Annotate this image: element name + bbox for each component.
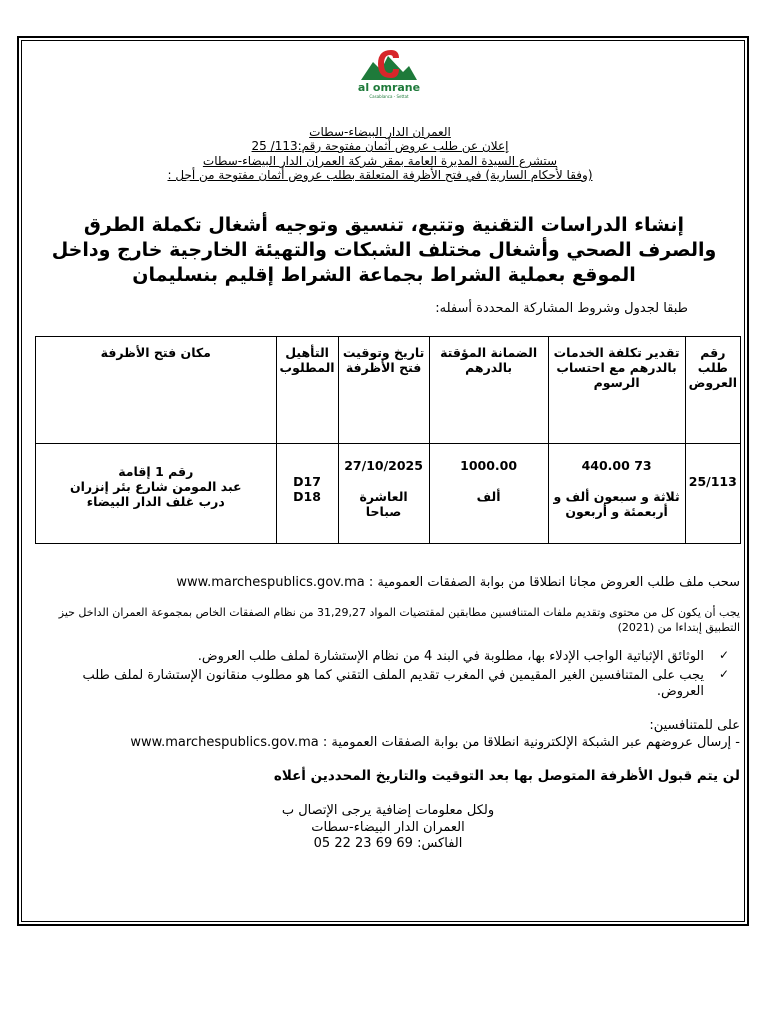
header-intro: ستشرع السيدة المديرة العامة بمقر شركة العمران الدار البيضاء-سطات bbox=[202, 154, 558, 168]
tender-title-line-3: الموقع بعملية الشراط بجماعة الشراط إقليم بنسليمان bbox=[132, 264, 636, 286]
competitors-label: على للمتنافسين: bbox=[649, 718, 740, 733]
logo-wordmark: al omrane bbox=[357, 81, 421, 94]
opening-date: 27/10/2025 bbox=[344, 458, 423, 473]
table-lead-text: طبقا لجدول وشروط المشاركة المحددة أسفله: bbox=[435, 301, 688, 316]
tender-title-line-1: إنشاء الدراسات التقنية وتتبع، تنسيق وتوجيه أشغال تكملة الطرق bbox=[83, 214, 685, 236]
place-line-2: عبد المومن شارع بئر إنزران bbox=[69, 479, 242, 494]
cell-guarantee bbox=[429, 444, 548, 544]
cell-ref: 25/113 bbox=[685, 444, 740, 544]
late-submission-warning: لن يتم قبول الأظرفة المتوصل بها بعد التوقيت والتاريخ المحددين أعلاه bbox=[273, 768, 740, 784]
check-icon: ✓ bbox=[719, 648, 730, 662]
logo-subtitle: Casablanca - Settat bbox=[369, 94, 409, 99]
col-header-ref: رقم طلب العروض bbox=[685, 337, 740, 444]
tender-table bbox=[35, 336, 741, 544]
cell-date bbox=[338, 444, 429, 544]
header-tender-number: إعلان عن طلب عروض أثمان مفتوحة رقم:113/ 25 bbox=[251, 139, 509, 153]
place-line-1: رقم 1 إقامة bbox=[118, 464, 194, 479]
cost-number: 73 440.00 bbox=[581, 458, 652, 473]
bullet-documents: الوثائق الإثباتية الواجب الإدلاء بها، مطلوبة في البند 4 من نظام الإستشارة لملف طلب العروض. bbox=[197, 649, 704, 664]
tender-title bbox=[26, 213, 742, 288]
tender-title-line-2: والصرف الصحي وأشغال مختلف الشبكات والتهيئة الخارجية خارج وداخل bbox=[51, 239, 717, 261]
cell-qualification bbox=[276, 444, 338, 544]
check-icon: ✓ bbox=[719, 667, 730, 681]
competitors-instruction: - إرسال عروضهم عبر الشبكة الإلكترونية انطلاقا من بوابة الصفقات العمومية : www.marchespublics.gov.ma bbox=[130, 735, 740, 750]
guarantee-number: 1000.00 bbox=[460, 458, 518, 473]
table-header-row bbox=[36, 337, 741, 444]
cost-words: ثلاثة و سبعون ألف و أربعمئة و أربعون bbox=[553, 489, 680, 519]
guarantee-words: ألف bbox=[476, 489, 501, 504]
col-header-cost: تقدير تكلفة الخدمات بالدرهم مع احتساب الرسوم bbox=[548, 337, 685, 444]
bullet-nonresidents: يجب على المتنافسين الغير المقيمين في المغرب تقديم الملف التقني كما هو مطلوب منقانون الإستشارة لملف طلب العروض. bbox=[82, 668, 704, 699]
qualification-1: D17 bbox=[293, 474, 321, 489]
cell-cost bbox=[548, 444, 685, 544]
cell-place bbox=[36, 444, 277, 544]
contact-org: العمران الدار البيضاء-سطات bbox=[311, 820, 465, 835]
header-purpose: (وفقا لأحكام السارية) في فتح الأظرفة المتعلقة بطلب عروض أثمان مفتوحة من أجل : bbox=[167, 168, 593, 182]
contact-fax: الفاكس: 69 69 23 22 05 bbox=[313, 836, 463, 851]
opening-time: العاشرة صباحا bbox=[359, 489, 408, 519]
compliance-rule: يجب أن يكون كل من محتوى وتقديم ملفات المتنافسين مطابقين لمقتضيات المواد 31,29,27 من نظام الصفقات الخاص بمجموعة العمران الداخل حيز التطبيق إبتداءا من (2021) bbox=[58, 606, 740, 634]
col-header-guarantee: الضمانة المؤقتة بالدرهم bbox=[429, 337, 548, 444]
place-line-3: درب غلف الدار البيضاء bbox=[86, 494, 225, 509]
download-notice: سحب ملف طلب العروض مجانا انطلاقا من بوابة الصفقات العمومية : www.marchespublics.gov.ma bbox=[176, 575, 740, 590]
col-header-place: مكان فتح الأظرفة bbox=[36, 337, 277, 444]
qualification-2: D18 bbox=[293, 489, 321, 504]
col-header-date: تاريخ وتوقيت فتح الأظرفة bbox=[338, 337, 429, 444]
table-row bbox=[36, 444, 741, 544]
header-org: العمران الدار البيضاء-سطات bbox=[309, 125, 451, 139]
col-header-qualification: التأهيل المطلوب bbox=[276, 337, 338, 444]
contact-intro: ولكل معلومات إضافية يرجى الإتصال ب bbox=[281, 803, 495, 818]
